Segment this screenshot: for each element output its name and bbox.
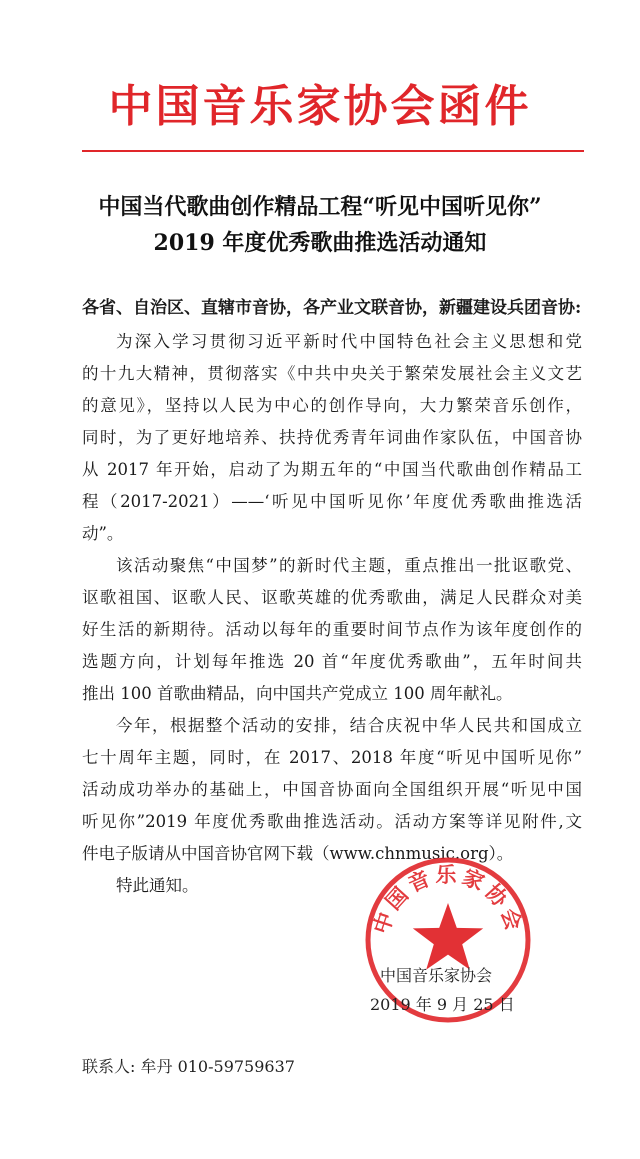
body-line: 同时，为了更好地培养、扶持优秀青年词曲作家队伍，中国音协: [82, 428, 582, 447]
body-line: 从 2017 年开始，启动了为期五年的“中国当代歌曲创作精品工: [82, 460, 582, 479]
body-line: 活动成功举办的基础上，中国音协面向全国组织开展“听见中国: [82, 780, 582, 799]
body-line: 今年，根据整个活动的安排，结合庆祝中华人民共和国成立: [116, 716, 582, 735]
body-line: 听见你”2019 年度优秀歌曲推选活动。活动方案等详见附件,文: [82, 812, 582, 831]
body-line: 为深入学习贯彻习近平新时代中国特色社会主义思想和党: [116, 332, 582, 351]
closing-line: 特此通知。: [116, 876, 199, 895]
notice-title-line1: 中国当代歌曲创作精品工程“听见中国听见你”: [98, 194, 542, 220]
letterhead-title: 中国音乐家协会函件: [108, 81, 532, 132]
signature-date: 2019 年 9 月 25 日: [370, 995, 515, 1014]
body-line: 程（2017-2021）——‘听见中国听见你’年度优秀歌曲推选活: [82, 492, 582, 511]
body-line: 七十周年主题，同时，在 2017、2018 年度“听见中国听见你”: [82, 748, 582, 767]
body-line: 该活动聚焦“中国梦”的新时代主题，重点推出一批讴歌党、: [116, 556, 582, 575]
body-line: 推出 100 首歌曲精品，向中国共产党成立 100 周年献礼。: [82, 684, 513, 703]
body-line: 讴歌祖国、讴歌人民、讴歌英雄的优秀歌曲，满足人民群众对美: [82, 588, 582, 607]
salutation: 各省、自治区、直辖市音协，各产业文联音协，新疆建设兵团音协:: [82, 298, 582, 318]
body-line: 的意见》，坚持以人民为中心的创作导向，大力繁荣音乐创作，: [82, 396, 582, 415]
seal-text: 中国音乐家协会: [369, 863, 527, 937]
seal-star-icon: [413, 903, 483, 970]
body-line: 动”。: [82, 524, 124, 543]
notice-title-line2: 2019 年度优秀歌曲推选活动通知: [153, 230, 487, 256]
letterhead-divider: [82, 150, 584, 152]
signature-organization: 中国音乐家协会: [380, 966, 493, 985]
contact-info: 联系人: 牟丹 010-59759637: [82, 1057, 295, 1076]
body-line: 的十九大精神，贯彻落实《中共中央关于繁荣发展社会主义文艺: [82, 364, 582, 383]
body-line: 件电子版请从中国音协官网下载（www.chnmusic.org）。: [82, 844, 514, 863]
body-line: 好生活的新期待。活动以每年的重要时间节点作为该年度创作的: [82, 620, 582, 639]
body-line: 选题方向，计划每年推选 20 首“年度优秀歌曲”，五年时间共: [82, 652, 582, 671]
